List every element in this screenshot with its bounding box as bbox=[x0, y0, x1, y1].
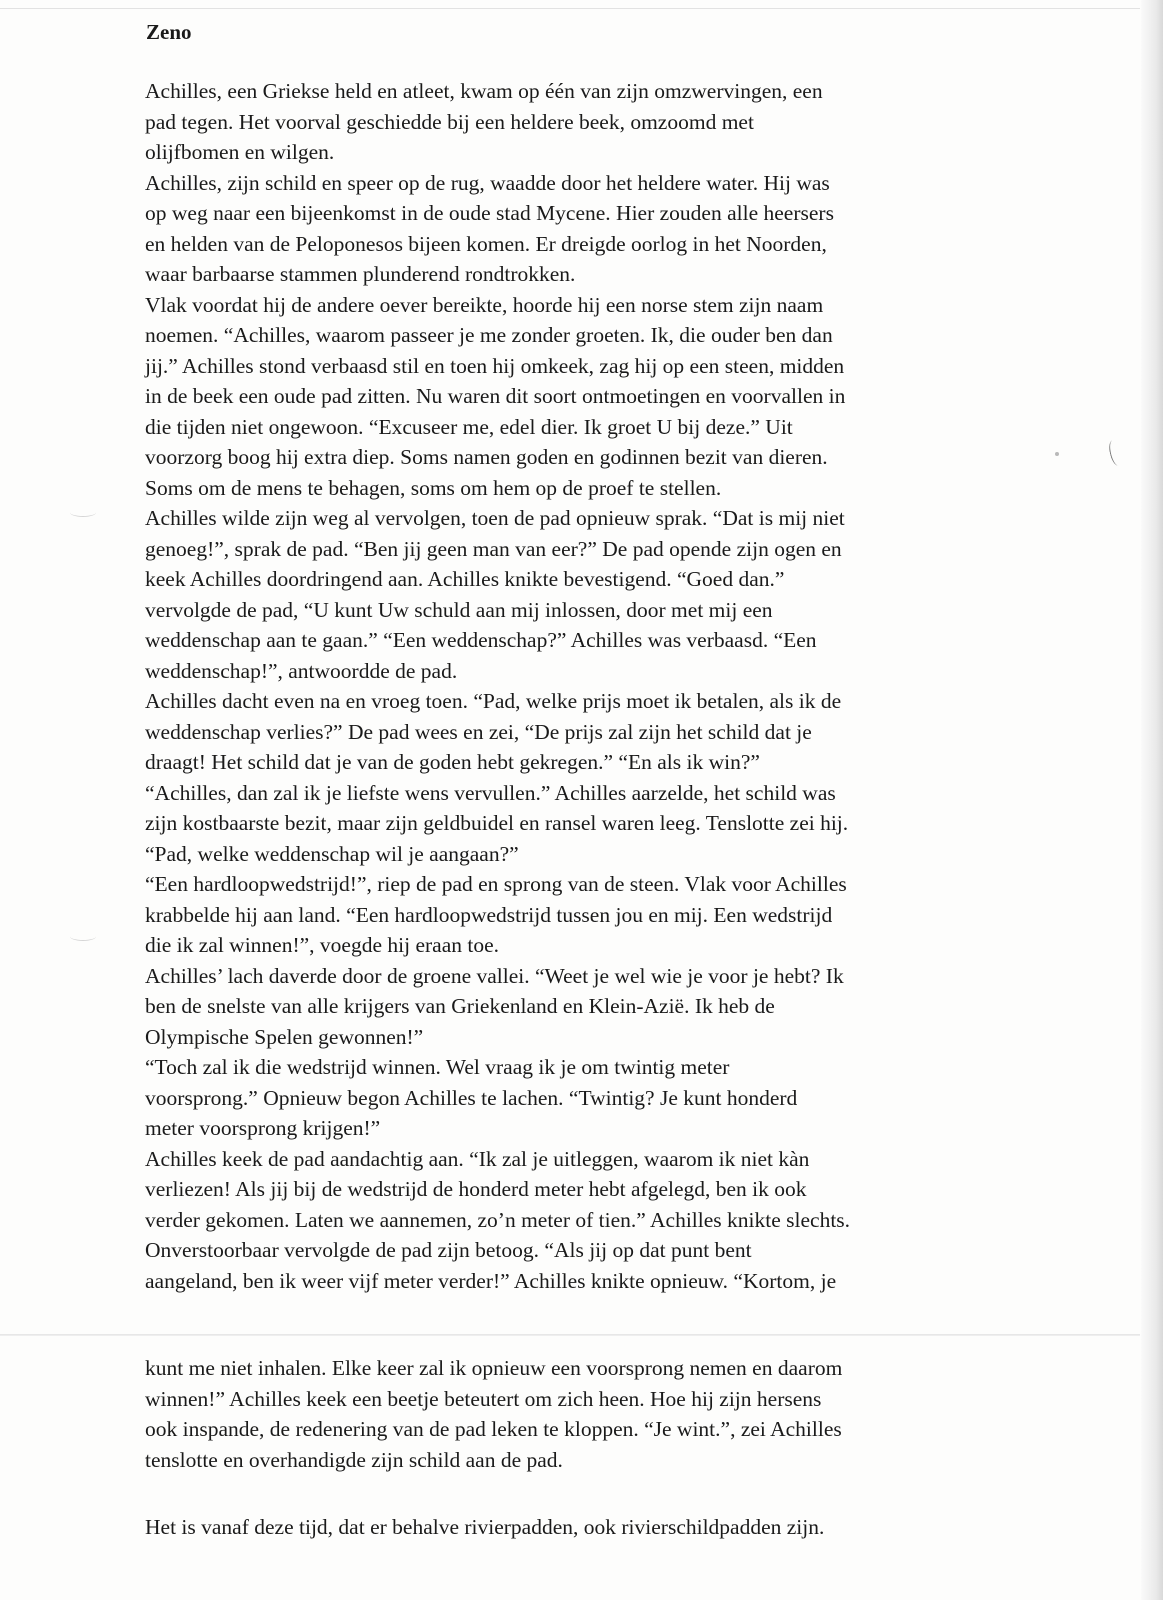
text-line: weddenschap aan te gaan.” “Een weddenschap?” Achilles was verbaasd. “Een bbox=[145, 628, 817, 652]
text-line: meter voorsprong krijgen!” bbox=[145, 1116, 381, 1140]
text-line: Vlak voordat hij de andere oever bereikte, hoorde hij een norse stem zijn naam bbox=[145, 292, 824, 317]
text-line: die ik zal winnen!”, voegde hij eraan toe. bbox=[145, 933, 500, 957]
hole-punch-shadow bbox=[70, 932, 96, 941]
text-line: jij.” Achilles stond verbaasd stil en toen hij omkeek, zag hij op een steen, midden bbox=[145, 353, 845, 378]
text-line: ben de snelste van alle krijgers van Griekenland en Klein-Azië. Ik heb de bbox=[145, 994, 775, 1018]
text-line: “Pad, welke weddenschap wil je aangaan?” bbox=[145, 841, 519, 866]
text-line: weddenschap verlies?” De pad wees en zei, “De prijs zal zijn het schild dat je bbox=[145, 719, 812, 744]
text-line: winnen!” Achilles keek een beetje beteutert om zich heen. Hoe hij zijn hersens bbox=[145, 1386, 822, 1411]
text-line: zijn kostbaarste bezit, maar zijn geldbuidel en ransel waren leeg. Tenslotte zei hij. bbox=[145, 811, 849, 835]
text-line: genoeg!”, sprak de pad. “Ben jij geen man van eer?” De pad opende zijn ogen en bbox=[145, 536, 842, 561]
text-line: “Een hardloopwedstrijd!”, riep de pad en sprong van de steen. Vlak voor Achilles bbox=[145, 872, 847, 896]
text-line: voorsprong.” Opnieuw begon Achilles te lachen. “Twintig? Je kunt honderd bbox=[145, 1085, 798, 1110]
text-line: voorzorg boog hij extra diep. Soms namen goden en godinnen bezit van dieren. bbox=[145, 445, 828, 469]
closing-sentence: Het is vanaf deze tijd, dat er behalve rivierpadden, ook rivierschildpadden zijn. bbox=[145, 1515, 825, 1539]
text-line: en helden van de Peloponesos bijeen komen. Er dreigde oorlog in het Noorden, bbox=[145, 231, 827, 256]
text-line: Achilles keek de pad aandachtig aan. “Ik zal je uitleggen, waarom ik niet kàn bbox=[145, 1146, 810, 1171]
text-line: verliezen! Als jij bij de wedstrijd de honderd meter hebt afgelegd, ben ik ook bbox=[145, 1177, 807, 1201]
text-line: pad tegen. Het voorval geschiedde bij een heldere beek, omzoomd met bbox=[145, 109, 754, 134]
text-line: verder gekomen. Laten we aannemen, zo’n meter of tien.” Achilles knikte slechts. bbox=[145, 1207, 851, 1232]
text-line: olijfbomen en wilgen. bbox=[145, 140, 335, 164]
pen-mark bbox=[1107, 439, 1124, 467]
text-line: ook inspande, de redenering van de pad leken te kloppen. “Je wint.”, zei Achilles bbox=[145, 1417, 842, 1441]
text-line: Achilles dacht even na en vroeg toen. “Pad, welke prijs moet ik betalen, als ik de bbox=[145, 689, 842, 713]
text-line: kunt me niet inhalen. Elke keer zal ik opnieuw een voorsprong nemen en daarom bbox=[145, 1356, 843, 1380]
text-line: Achilles wilde zijn weg al vervolgen, toen de pad opnieuw sprak. “Dat is mij niet bbox=[145, 506, 845, 530]
text-line: vervolgde de pad, “U kunt Uw schuld aan mij inlossen, door met mij een bbox=[145, 597, 773, 622]
text-line: noemen. “Achilles, waarom passeer je me zonder groeten. Ik, die ouder ben dan bbox=[145, 323, 833, 347]
text-line: “Achilles, dan zal ik je liefste wens vervullen.” Achilles aarzelde, het schild was bbox=[145, 780, 836, 805]
text-line: Achilles, zijn schild en speer op de rug, waadde door het heldere water. Hij was bbox=[145, 170, 830, 195]
text-line: aangeland, ben ik weer vijf meter verder!” Achilles knikte opnieuw. “Kortom, je bbox=[145, 1268, 837, 1293]
document-title: Zeno bbox=[146, 20, 192, 44]
page-fold-line bbox=[0, 1334, 1140, 1336]
scan-edge-right bbox=[1141, 0, 1163, 1600]
text-line: Onverstoorbaar vervolgde de pad zijn betoog. “Als jij op dat punt bent bbox=[145, 1238, 752, 1262]
text-line: Soms om de mens te behagen, soms om hem op de proef te stellen. bbox=[145, 475, 722, 500]
text-line: tenslotte en overhandigde zijn schild aan de pad. bbox=[145, 1447, 563, 1472]
text-line: weddenschap!”, antwoordde de pad. bbox=[145, 658, 458, 683]
text-line: Achilles, een Griekse held en atleet, kwam op één van zijn omzwervingen, een bbox=[145, 79, 823, 103]
text-line: die tijden niet ongewoon. “Excuseer me, edel dier. Ik groet U bij deze.” Uit bbox=[145, 414, 793, 439]
text-line: draagt! Het schild dat je van de goden hebt gekregen.” “En als ik win?” bbox=[145, 750, 760, 774]
text-line: Achilles’ lach daverde door de groene vallei. “Weet je wel wie je voor je hebt? Ik bbox=[145, 963, 844, 988]
story-text-lower bbox=[145, 1353, 842, 1475]
text-line: op weg naar een bijeenkomst in de oude stad Mycene. Hier zouden alle heersers bbox=[145, 201, 834, 225]
text-line: Olympische Spelen gewonnen!” bbox=[145, 1024, 424, 1049]
text-line: krabbelde hij aan land. “Een hardloopwedstrijd tussen jou en mij. Een wedstrijd bbox=[145, 902, 833, 927]
scan-edge-top bbox=[0, 8, 1140, 9]
hole-punch-shadow bbox=[70, 508, 96, 517]
text-line: “Toch zal ik die wedstrijd winnen. Wel vraag ik je om twintig meter bbox=[145, 1055, 730, 1079]
speck-mark bbox=[1055, 452, 1059, 456]
text-line: in de beek een oude pad zitten. Nu waren dit soort ontmoetingen en voorvallen in bbox=[145, 384, 846, 408]
text-line: waar barbaarse stammen plunderend rondtrokken. bbox=[145, 262, 576, 286]
text-line: keek Achilles doordringend aan. Achilles knikte bevestigend. “Goed dan.” bbox=[145, 567, 785, 591]
story-text-upper bbox=[145, 76, 850, 1296]
